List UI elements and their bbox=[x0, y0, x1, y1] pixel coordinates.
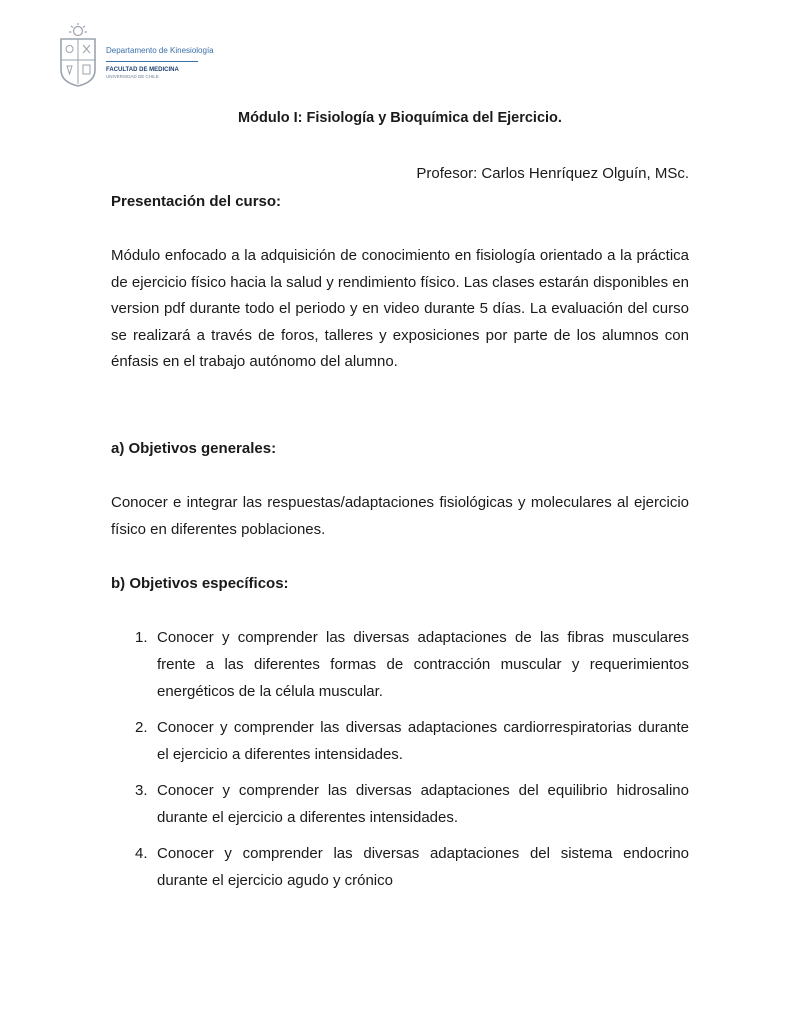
list-item-text: Conocer y comprender las diversas adaptaciones del equilibrio hidrosalino durante el ejercicio a diferentes intensidades. bbox=[157, 782, 689, 826]
list-item-text: Conocer y comprender las diversas adaptaciones del sistema endocrino durante el ejercicio agudo y crónico bbox=[157, 845, 689, 889]
list-item bbox=[111, 714, 689, 768]
university-name: UNIVERSIDAD DE CHILE bbox=[106, 74, 159, 79]
list-item bbox=[111, 624, 689, 705]
specific-objectives-heading: b) Objetivos específicos: bbox=[111, 575, 289, 592]
list-item-number: 3. bbox=[135, 782, 148, 799]
list-item-text: Conocer y comprender las diversas adaptaciones cardiorrespiratorias durante el ejercicio a diferentes intensidades. bbox=[157, 719, 689, 763]
document-title: Módulo I: Fisiología y Bioquímica del Ejercicio. bbox=[238, 110, 562, 126]
list-item bbox=[111, 777, 689, 831]
presentation-text: Módulo enfocado a la adquisición de conocimiento en fisiología orientado a la práctica de ejercicio físico hacia la salud y rendimiento físico. Las clases estarán disponibles en version pdf durante todo el periodo y en video durante 5 días. La evaluación del curso se realizará a través de foros, talleres y exposiciones por parte de los alumnos con énfasis en el trabajo autónomo del alumno. bbox=[111, 247, 689, 370]
faculty-name: FACULTAD DE MEDICINA bbox=[106, 67, 179, 73]
professor-line: Profesor: Carlos Henríquez Olguín, MSc. bbox=[416, 165, 689, 182]
list-item-number: 1. bbox=[135, 629, 148, 646]
general-objectives-text: Conocer e integrar las respuestas/adaptaciones fisiológicas y moleculares al ejercicio físico en diferentes poblaciones. bbox=[111, 494, 689, 538]
list-item-number: 2. bbox=[135, 719, 148, 736]
letterhead-divider bbox=[106, 61, 198, 62]
general-objectives-heading: a) Objetivos generales: bbox=[111, 440, 277, 457]
list-item bbox=[111, 840, 689, 894]
specific-objectives-list bbox=[111, 624, 689, 903]
letterhead-text bbox=[106, 46, 256, 80]
department-name: Departamento de Kinesiología bbox=[106, 46, 214, 55]
presentation-heading: Presentación del curso: bbox=[111, 193, 282, 210]
list-item-text: Conocer y comprender las diversas adaptaciones de las fibras musculares frente a las diferentes formas de contracción muscular y requerimientos energéticos de la célula muscular. bbox=[157, 629, 689, 700]
letterhead bbox=[58, 22, 258, 90]
university-crest-icon bbox=[58, 22, 98, 88]
list-item-number: 4. bbox=[135, 845, 148, 862]
